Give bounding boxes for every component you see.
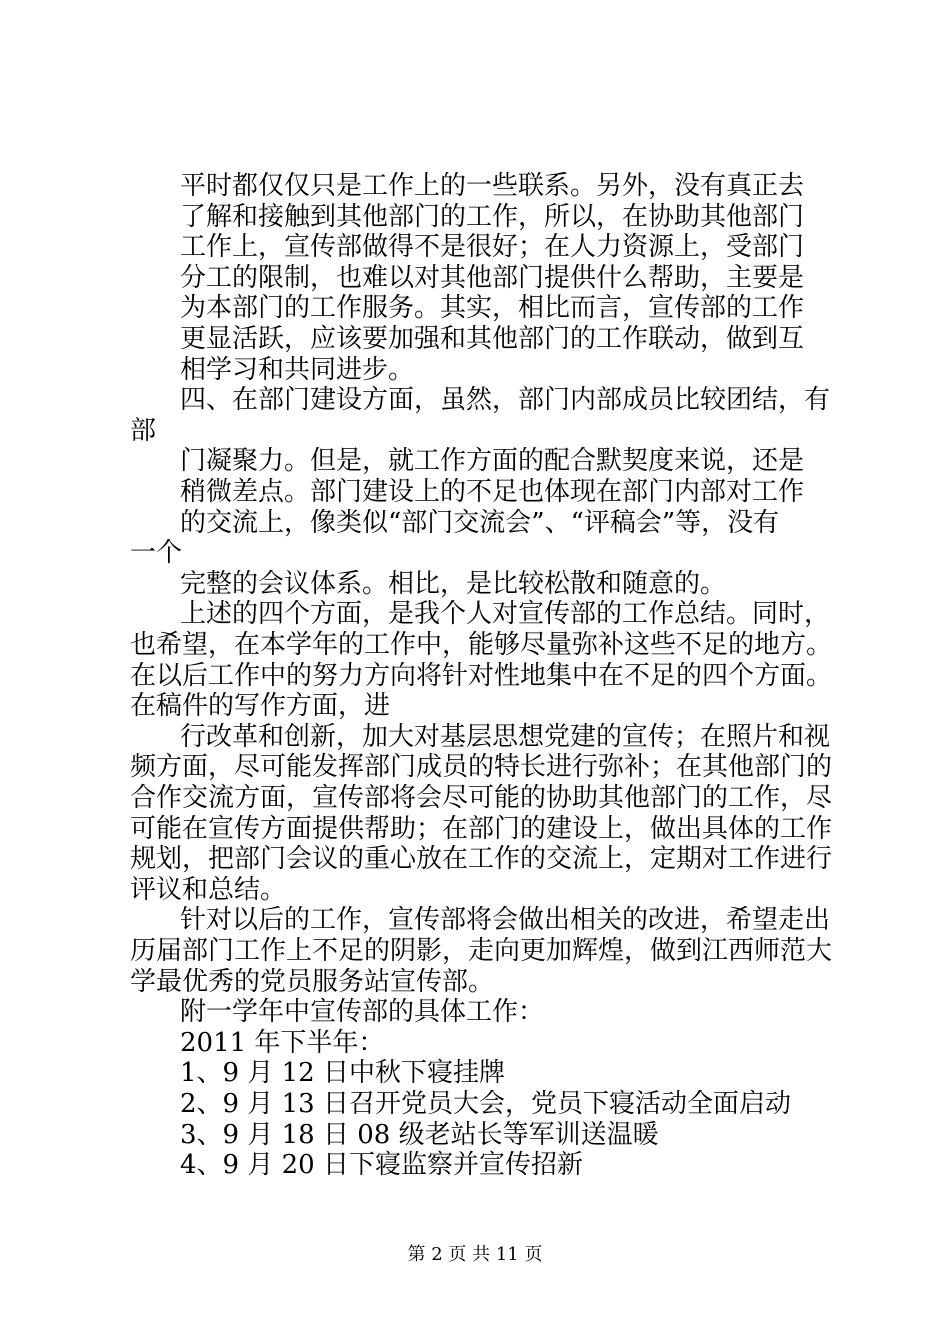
text-line: 也希望，在本学年的工作中，能够尽量弥补这些不足的地方。 [130,630,833,660]
text-line: 3、9 月 18 日 08 级老站长等军训送温暖 [180,1119,659,1150]
text-line: 2011 年下半年： [180,1027,385,1058]
text-line: 一个 [130,538,183,569]
text-line: 合作交流方面，宣传部将会尽可能的协助其他部门的工作，尽 [130,783,833,813]
text-line: 可能在宣传方面提供帮助；在部门的建设上，做出具体的工作 [130,813,833,844]
text-line: 部 [130,415,157,446]
text-line: 在以后工作中的努力方向将针对性地集中在不足的四个方面。 [130,660,833,691]
text-line: 工作上，宣传部做得不是很好；在人力资源上，受部门 [180,232,805,263]
text-line: 1、9 月 12 日中秋下寝挂牌 [180,1058,505,1089]
text-line: 分工的限制，也难以对其他部门提供什么帮助，主要是 [180,262,805,293]
text-line: 为本部门的工作服务。其实，相比而言，宣传部的工作 [180,293,805,324]
text-line: 针对以后的工作，宣传部将会做出相关的改进，希望走出 [180,905,831,936]
text-line: 历届部门工作上不足的阴影，走向更加辉煌，做到江西师范大 [130,936,833,966]
text-line: 更显活跃，应该要加强和其他部门的工作联动，做到互 [180,324,805,354]
text-line: 2、9 月 13 日召开党员大会，党员下寝活动全面启动 [180,1089,791,1119]
text-line: 上述的四个方面，是我个人对宣传部的工作总结。同时， [180,599,831,630]
text-line: 规划，把部门会议的重心放在工作的交流上，定期对工作进行 [130,844,833,875]
text-line: 学最优秀的党员服务站宣传部。 [130,966,495,997]
text-line: 在稿件的写作方面，进 [130,691,391,722]
text-line: 门凝聚力。但是，就工作方面的配合默契度来说，还是 [180,446,805,477]
text-line: 了解和接触到其他部门的工作，所以，在协助其他部门 [180,201,805,232]
text-line: 稍微差点。部门建设上的不足也体现在部门内部对工作 [180,477,805,507]
text-line: 完整的会议体系。相比，是比较松散和随意的。 [180,568,727,599]
text-line: 4、9 月 20 日下寝监察并宣传招新 [180,1150,583,1181]
text-line: 平时都仅仅只是工作上的一些联系。另外，没有真正去 [180,171,805,201]
text-line: 行改革和创新，加大对基层思想党建的宣传；在照片和视 [180,721,831,752]
text-line: 频方面，尽可能发挥部门成员的特长进行弥补；在其他部门的 [130,752,833,783]
text-line: 评议和总结。 [130,874,287,905]
text-line: 附一学年中宣传部的具体工作： [180,997,545,1028]
page-number-footer: 第 2 页 共 11 页 [407,1244,543,1265]
text-line: 的交流上，像类似“部门交流会”、“评稿会”等，没有 [180,507,780,538]
text-line: 四、在部门建设方面，虽然，部门内部成员比较团结，有 [180,385,831,416]
text-line: 相学习和共同进步。 [180,354,415,385]
